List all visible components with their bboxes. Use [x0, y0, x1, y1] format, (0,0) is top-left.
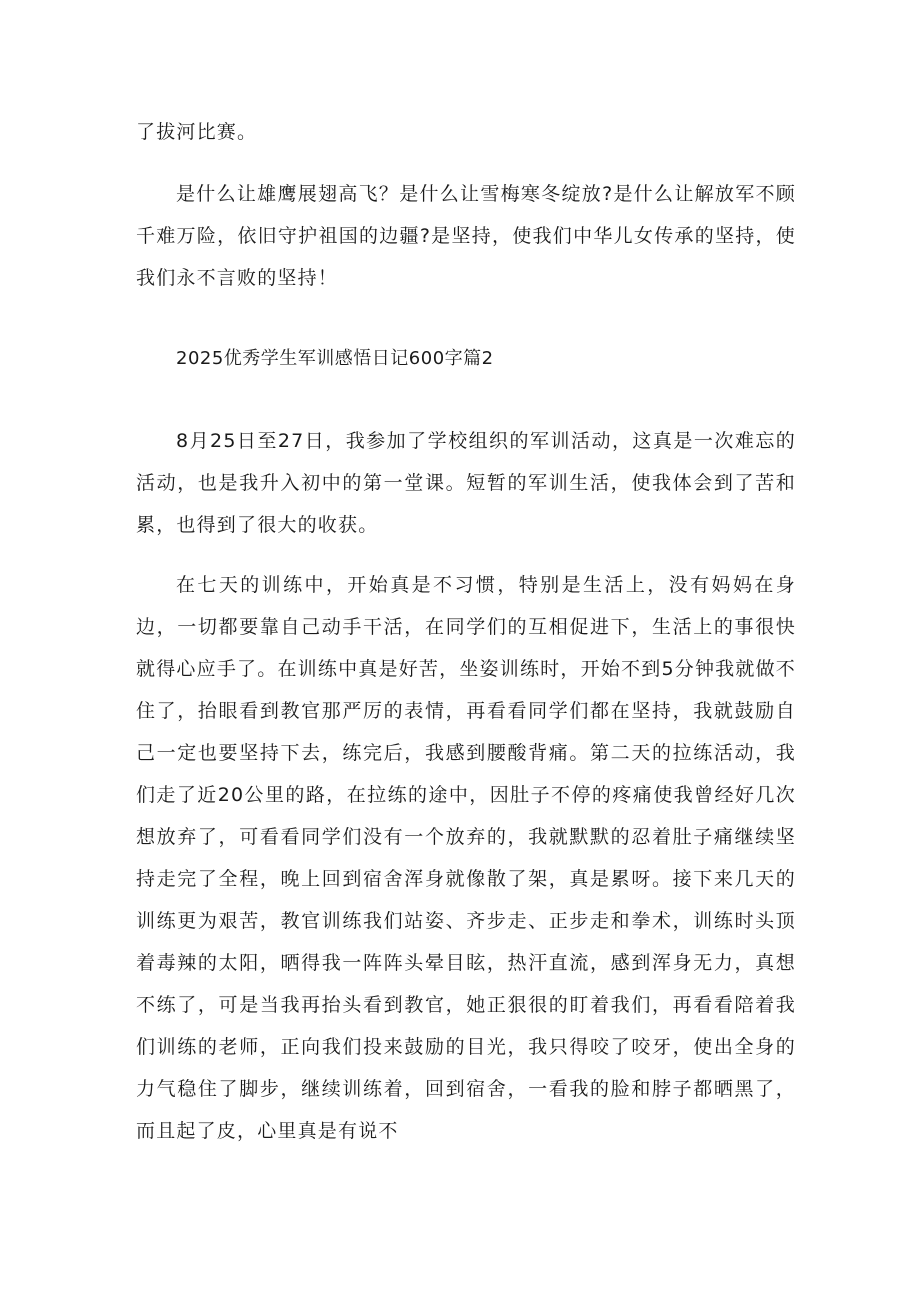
paragraph-training: 在七天的训练中，开始真是不习惯，特别是生活上，没有妈妈在身边，一切都要靠自己动手干活，在同学们的互相促进下，生活上的事很快就得心应手了。在训练中真是好苦，坐姿训练时，开始不到5分钟我就做不住了，抬眼看到教官那严厉的表情，再看看同学们都在坚持，我就鼓励自己一定也要坚持下去，练完后，我感到腰酸背痛。第二天的拉练活动，我们走了近20公里的路，在拉练的途中，因肚子不停的疼痛使我曾经好几次想放弃了，可看看同学们没有一个放弃的，我就默默的忍着肚子痛继续坚持走完了全程，晚上回到宿舍浑身就像散了架，真是累呀。接下来几天的训练更为艰苦，教官训练我们站姿、齐步走、正步走和拳术，训练时头顶着毒辣的太阳，晒得我一阵阵头晕目眩，热汗直流，感到浑身无力，真想不练了，可是当我再抬头看到教官，她正狠很的盯着我们，再看看陪着我们训练的老师，正向我们投来鼓励的目光，我只得咬了咬牙，使出全身的力气稳住了脚步，继续训练着，回到宿舍，一看我的脸和脖子都晒黑了，而且起了皮，心里真是有说不	[136, 574, 796, 1142]
paragraph-continuation: 了拔河比赛。	[136, 121, 258, 143]
paragraph-rhetorical: 是什么让雄鹰展翅高飞？是什么让雪梅寒冬绽放?是什么让解放军不顾千难万险，依旧守护祖国的边疆?是坚持，使我们中华儿女传承的坚持，使我们永不言败的坚持！	[136, 183, 796, 289]
section-heading: 2025优秀学生军训感悟日记600字篇2	[176, 348, 494, 369]
paragraph-intro: 8月25日至27日，我参加了学校组织的军训活动，这真是一次难忘的活动，也是我升入初中的第一堂课。短暂的军训生活，使我体会到了苦和累，也得到了很大的收获。	[136, 430, 796, 536]
